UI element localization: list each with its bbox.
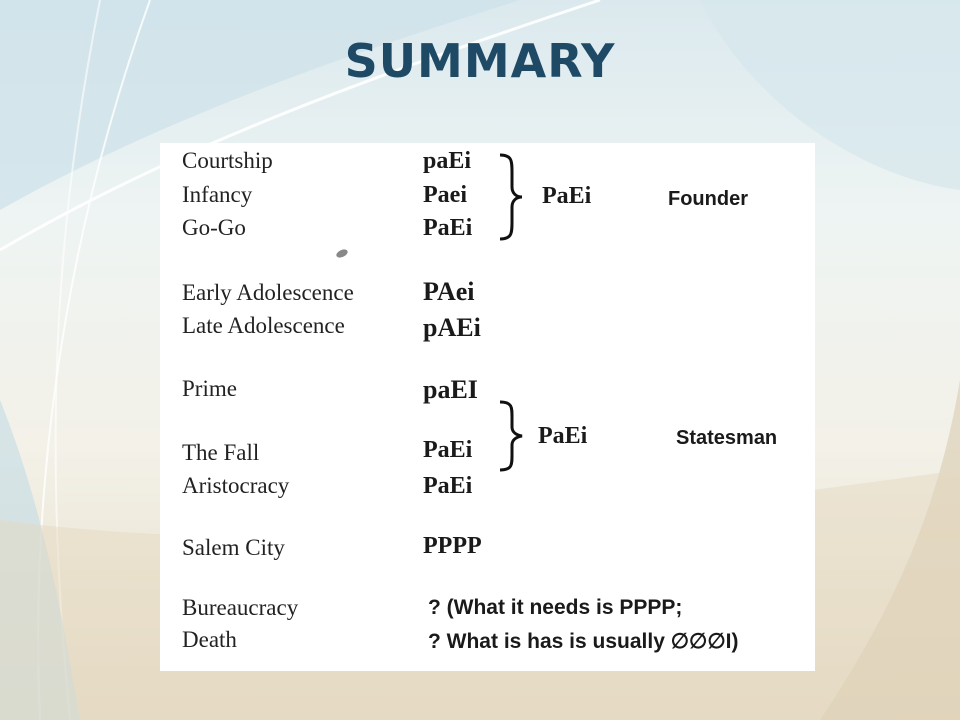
role-founder: Founder [668,188,748,210]
stage-go-go: Go-Go [182,215,246,240]
note-bureaucracy: ? (What it needs is PPPP; [428,596,683,619]
brace-founder [496,151,526,243]
stage-bureaucracy: Bureaucracy [182,595,299,620]
group-code-founder: PaEi [542,183,592,209]
role-statesman: Statesman [676,427,778,449]
stage-early-adolescence: Early Adolescence [182,280,354,305]
code-aristocracy: PaEi [423,473,473,499]
stage-aristocracy: Aristocracy [182,473,290,498]
code-go-go: PaEi [423,215,473,241]
stage-prime: Prime [182,376,237,401]
code-infancy: Paei [423,182,467,208]
stage-death: Death [182,627,237,652]
code-courtship: paEi [423,148,472,174]
brace-statesman [496,399,526,473]
scan-smudge [335,248,349,259]
summary-panel [160,143,815,671]
stage-late-adolescence: Late Adolescence [182,313,345,338]
group-code-statesman: PaEi [538,423,588,449]
code-prime: paEI [423,375,478,404]
stage-the-fall: The Fall [182,440,260,465]
note-death: ? What is has is usually ∅∅∅I) [428,630,739,653]
stage-infancy: Infancy [182,182,253,207]
page-title: SUMMARY [344,34,616,88]
stage-salem-city: Salem City [182,535,285,560]
code-salem-city: PPPP [423,533,482,559]
code-the-fall: PaEi [423,437,473,463]
code-late-adolescence: pAEi [423,313,481,342]
code-early-adolescence: PAei [423,277,475,306]
stage-courtship: Courtship [182,148,273,173]
